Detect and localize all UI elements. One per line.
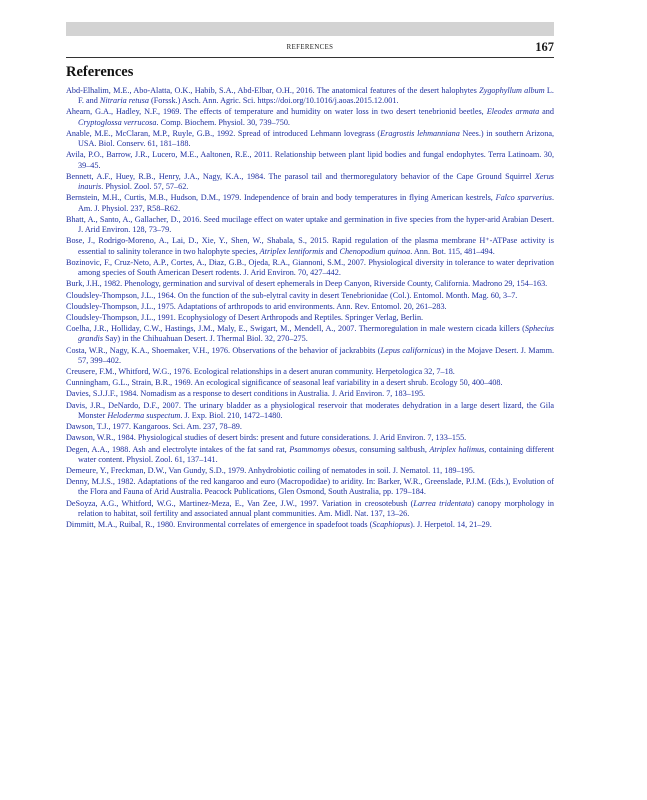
reference-entry	[66, 466, 554, 476]
reference-text: Dawson, T.J., 1977. Kangaroos. Sci. Am. 237, 78–89.	[66, 422, 242, 432]
reference-entry	[66, 477, 554, 498]
italic-text: Cryptoglossa verrucosa	[78, 117, 157, 127]
reference-entry	[66, 86, 554, 107]
reference-entry	[66, 324, 554, 345]
italic-text: Lepus californicus	[380, 345, 442, 355]
reference-text: Denny, M.J.S., 1982. Adaptations of the red kangaroo and euro (Macropodidae) to aridity. In: Barker, W.R., Greenslade, P.J.M. (Eds.), Evolution of the Flora and Fauna of Arid Australia. Peacock Publications, Glen Osmond, South Australia, pp. 179–184.	[66, 477, 554, 497]
italic-text: Atriplex lentiformis	[259, 246, 324, 256]
reference-text: Avila, P.O., Barrow, J.R., Lucero, M.E., Aaltonen, R.E., 2011. Relationship between plant lipid bodies and fungal endophytes. Terra Latinoam. 30, 39–45.	[66, 150, 554, 170]
header-band	[66, 22, 554, 36]
italic-text: Scaphiopus	[372, 520, 411, 530]
reference-entry	[66, 378, 554, 388]
header-rule	[66, 57, 554, 58]
reference-entry	[66, 302, 554, 312]
reference-text: ) canopy morphology in relation to habitat, soil fertility and associated annual plant communities. Am. Midl. Nat. 137, 13–26.	[78, 498, 554, 518]
reference-text: Say) in the Chihuahuan Desert. J. Thermal Biol. 32, 270–275.	[103, 334, 308, 344]
section-title: References	[66, 64, 134, 80]
reference-entry	[66, 520, 554, 530]
reference-entry	[66, 291, 554, 301]
reference-text: , containing different water content. Physiol. Zool. 61, 137–141.	[78, 444, 554, 464]
reference-entry	[66, 367, 554, 377]
reference-text: . Am. J. Physiol. 237, R58–R62.	[78, 193, 554, 213]
reference-text: Bozinovic, F., Cruz-Neto, A.P., Cortes, A., Diaz, G.B., Ojeda, R.A., Giannoni, S.M., 2007. Physiological diversity in tolerance to water deprivation among species of South American Desert rodents. J. Arid Environ. 70, 427–442.	[66, 257, 554, 278]
reference-text: ). J. Herpetol. 14, 21–29.	[410, 520, 492, 530]
italic-text: Falco sparverius	[495, 193, 552, 203]
reference-entry	[66, 129, 554, 150]
reference-entry	[66, 499, 554, 520]
running-head	[66, 40, 554, 56]
reference-text: and	[539, 107, 554, 117]
italic-text: Chenopodium quinoa	[339, 246, 411, 256]
reference-text: Cloudsley-Thompson, J.L., 1975. Adaptations of arthropods to arid environments. Ann. Rev. Entomol. 20, 261–283.	[66, 301, 447, 311]
reference-text: Cunningham, G.L., Strain, B.R., 1969. An ecological significance of seasonal leaf variability in a desert shrub. Ecology 50, 400–408.	[66, 378, 503, 388]
reference-text: Davis, J.R., DeNardo, D.F., 2007. The urinary bladder as a physiological reservoir that moderates dehydration in a large desert lizard, the Gila Monster	[66, 400, 554, 420]
italic-text: Nitraria retusa	[99, 96, 149, 106]
reference-text: Cloudsley-Thompson, J.L., 1964. On the function of the sub-elytral cavity in desert Tenebrionidae (Col.). Entomol. Month. Mag. 60, 3–7.	[66, 290, 518, 300]
reference-entry	[66, 236, 554, 257]
reference-list	[66, 86, 554, 531]
italic-text: Sphecius grandis	[78, 324, 554, 344]
reference-text: Degen, A.A., 1988. Ash and electrolyte intakes of the fat sand rat,	[66, 444, 290, 454]
reference-entry	[66, 389, 554, 399]
reference-entry	[66, 172, 554, 193]
italic-text: Eragrostis lehmanniana	[380, 128, 460, 138]
reference-text: . Ann. Bot. 115, 481–494.	[410, 246, 495, 256]
reference-text: DeSoyza, A.G., Whitford, W.G., Martinez-Meza, E., Van Zee, J.W., 1997. Variation in creosotebush (	[66, 498, 414, 508]
reference-entry	[66, 193, 554, 214]
reference-text: Bhatt, A., Santo, A., Gallacher, D., 2016. Seed mucilage effect on water uptake and germination in five species from the hyper-arid Arabian Desert. J. Arid Environ. 128, 73–79.	[66, 214, 554, 235]
italic-text: Eleodes armata	[486, 107, 540, 117]
reference-text: Anable, M.E., McClaran, M.P., Ruyle, G.B., 1992. Spread of introduced Lehmann lovegrass (	[66, 128, 381, 138]
italic-text: Xerus inauris	[78, 171, 554, 192]
page-number: 167	[535, 40, 554, 54]
reference-entry	[66, 346, 554, 367]
reference-text: . Physiol. Zool. 57, 57–62.	[101, 182, 189, 192]
reference-entry	[66, 445, 554, 466]
reference-text: Bernstein, M.H., Curtis, M.B., Hudson, D.M., 1979. Independence of brain and body temperatures in flying American kestrels,	[66, 193, 496, 203]
italic-text: Psammomys obesus	[289, 444, 355, 454]
reference-text: L. F. and	[78, 86, 554, 106]
reference-entry	[66, 258, 554, 279]
reference-text: Bennett, A.F., Huey, R.B., Henry, J.A., Nagy, K.A., 1984. The parasol tail and thermoregulatory behavior of the Cape Ground Squirrel	[66, 171, 535, 181]
reference-text: Bose, J., Rodrigo-Moreno, A., Lai, D., Xie, Y., Shen, W., Shabala, S., 2015. Rapid regulation of the plasma membrane H⁺-ATPase activity is essential to salinity tolerance in two halophyte species,	[66, 236, 554, 256]
reference-text: Dimmitt, M.A., Ruibal, R., 1980. Environmental correlates of emergence in spadefoot toads (	[66, 520, 373, 530]
running-title: REFERENCES	[286, 44, 334, 51]
italic-text: Heloderma suspectum	[107, 410, 181, 420]
reference-text: (Forssk.) Asch. Ann. Agric. Sci. https://doi.org/10.1016/j.aoas.2015.12.001.	[148, 96, 399, 106]
reference-entry	[66, 433, 554, 443]
reference-text: Davies, S.J.J.F., 1984. Nomadism as a response to desert conditions in Australia. J. Arid Environ. 7, 183–195.	[66, 389, 426, 399]
reference-text: Creusere, F.M., Whitford, W.G., 1976. Ecological relationships in a desert anuran community. Herpetologica 32, 7–18.	[66, 367, 455, 377]
reference-text: Coelha, J.R., Holliday, C.W., Hastings, J.M., Maly, E., Swigart, M., Mendell, A., 2007. Thermoregulation in male western cicada killers (	[66, 324, 525, 334]
reference-text: Ahearn, G.A., Hadley, N.F., 1969. The effects of temperature and humidity on water loss in two desert tenebrionid beetles,	[66, 107, 487, 117]
reference-text: . J. Exp. Biol. 210, 1472–1480.	[180, 410, 283, 420]
reference-entry	[66, 313, 554, 323]
reference-text: Abd-Elhalim, M.E., Abo-Alatta, O.K., Habib, S.A., Abd-Elbar, O.H., 2016. The anatomical features of the desert halophytes	[66, 86, 480, 95]
reference-text: , consuming saltbush,	[354, 444, 430, 454]
reference-text: and	[323, 246, 340, 256]
italic-text: Larrea tridentata	[413, 498, 472, 508]
reference-text: Cloudsley-Thompson, J.L., 1991. Ecophysiology of Desert Arthropods and Reptiles. Springer Verlag, Berlin.	[66, 312, 424, 322]
reference-entry	[66, 215, 554, 236]
reference-entry	[66, 279, 554, 289]
reference-text: ) in the Mojave Desert. J. Mamm. 57, 399–402.	[78, 345, 554, 365]
reference-entry	[66, 422, 554, 432]
italic-text: Zygophyllum album	[479, 86, 545, 95]
reference-text: . Comp. Biochem. Physiol. 30, 739–750.	[156, 117, 290, 127]
reference-entry	[66, 107, 554, 128]
reference-text: Burk, J.H., 1982. Phenology, germination and survival of desert ephemerals in Deep Canyon, Riverside County, California. Madrono 29, 154–163.	[66, 279, 548, 289]
reference-text: Nees.) in southern Arizona, USA. Biol. Conserv. 61, 181–188.	[78, 128, 555, 149]
italic-text: Atriplex halimus	[429, 444, 485, 454]
reference-text: Costa, W.R., Nagy, K.A., Shoemaker, V.H., 1976. Observations of the behavior of jackrabbits (	[66, 345, 381, 355]
reference-entry	[66, 150, 554, 171]
reference-text: Demeure, Y., Freckman, D.W., Van Gundy, S.D., 1979. Anhydrobiotic coiling of nematodes in soil. J. Nematol. 11, 189–195.	[66, 465, 475, 475]
reference-entry	[66, 401, 554, 422]
reference-text: Dawson, W.R., 1984. Physiological studies of desert birds: present and future considerations. J. Arid Environ. 7, 133–155.	[66, 433, 467, 443]
